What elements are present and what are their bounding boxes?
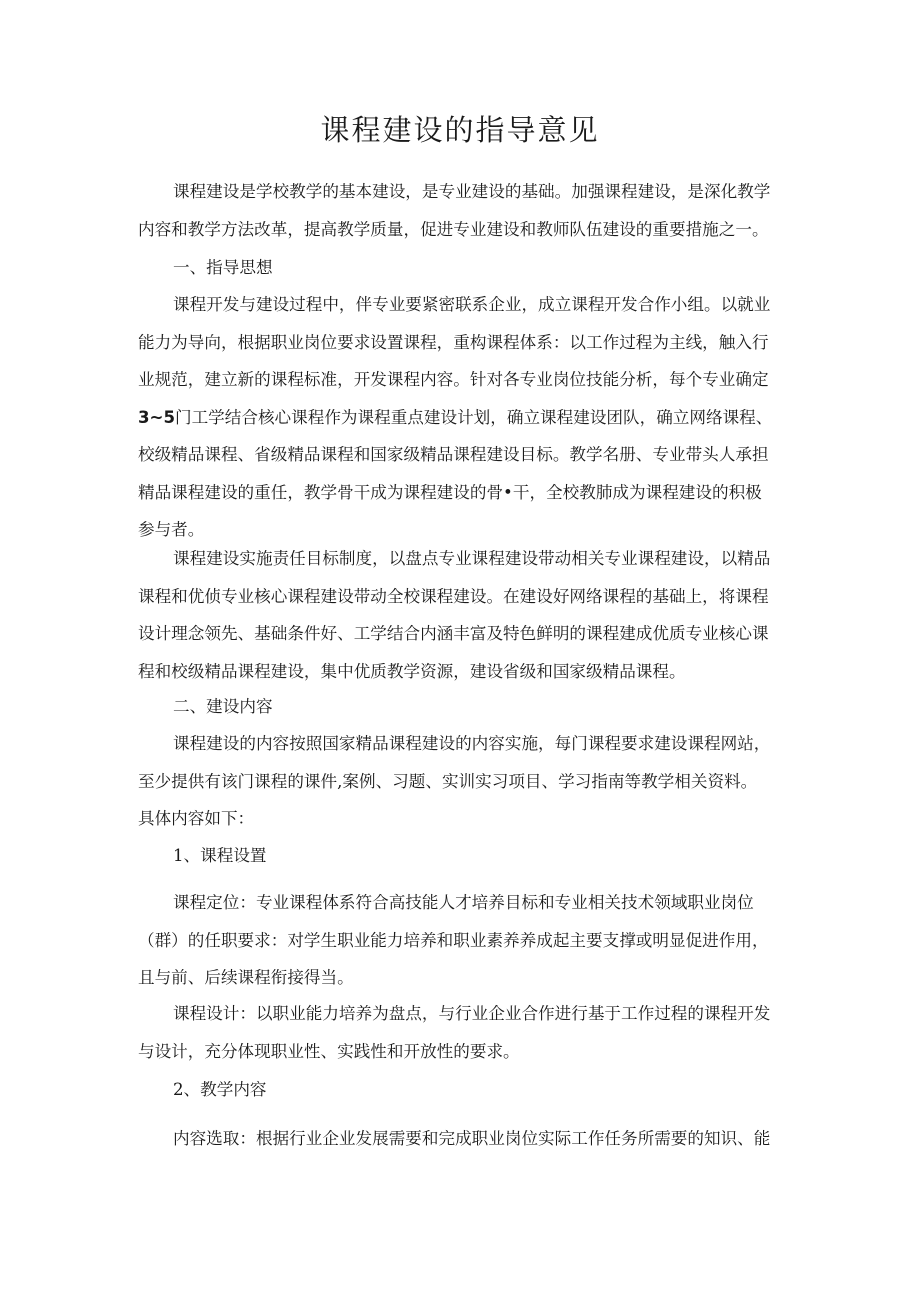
sub1-paragraph-2 xyxy=(138,995,788,1070)
subsection-heading-course-setup: 1、课程设置 xyxy=(173,846,267,865)
section-heading-construction-content: 二、建设内容 xyxy=(173,697,273,716)
section-heading-guiding-ideology: 一、指导思想 xyxy=(173,258,273,277)
sub2-paragraph-1 xyxy=(138,1120,788,1158)
paragraph-line: 具体内容如下： xyxy=(138,809,255,828)
paragraph-line: 课程设计：以职业能力培养为盘点，与行业企业合作进行基于工作过程的课程开发 xyxy=(173,1004,771,1023)
sub1-paragraph-1 xyxy=(138,884,788,997)
paragraph-line: 课程开发与建设过程中，伴专业要紧密联系企业，成立课程开发合作小组。以就业 xyxy=(173,295,771,314)
paragraph-line: 程和校级精品课程建设，集中优质教学资源，建设省级和国家级精品课程。 xyxy=(138,661,686,681)
paragraph-line: 课程建设的内容按照国家精品课程建设的内容实施，每门课程要求建设课程网站， xyxy=(173,734,771,753)
intro-paragraph xyxy=(138,173,788,248)
paragraph-line: 课程定位：专业课程体系符合高技能人才培养目标和专业相关技术领域职业岗位 xyxy=(173,893,754,912)
paragraph-line xyxy=(138,399,788,437)
paragraph-line: （群）的任职要求：对学生职业能力培养和职业素养养成起主要支撑或明显促进作用， xyxy=(138,930,769,950)
paragraph-line-text: 门工学结合核心课程作为课程重点建设计划，确立课程建设团队，确立网络课程、 xyxy=(175,407,773,427)
subsection-heading-teaching-content: 2、教学内容 xyxy=(173,1080,267,1099)
paragraph-line: 且与前、后续课程衔接得当。 xyxy=(138,968,354,987)
paragraph-line: 内容选取：根据行业企业发展需要和完成职业岗位实际工作任务所需要的知识、能 xyxy=(173,1129,771,1148)
paragraph-line: 校级精品课程、省级精品课程和国家级精品课程建设目标。教学名册、专业带头人承担 xyxy=(138,445,769,464)
paragraph-line: 参与者。 xyxy=(138,520,205,539)
paragraph-line: 能力为导向，根据职业岗位要求设置课程，重构课程体系：以工作过程为主线，触入行 xyxy=(138,332,769,352)
paragraph-line: 内容和教学方法改革，提高教学质量，促进专业建设和教师队伍建设的重要措施之一。 xyxy=(138,219,769,239)
paragraph-line: 至少提供有该门课程的课件,案例、习题、实训实习项目、学习指南等教学相关资料。 xyxy=(138,771,758,791)
paragraph-line: 课程和优侦专业核心课程建设带动全校课程建设。在建设好网络课程的基础上，将课程 xyxy=(138,586,769,606)
paragraph-line: 课程建设实施责任目标制度，以盘点专业课程建设带动相关专业课程建设，以精品 xyxy=(173,549,771,568)
document-title: 课程建设的指导意见 xyxy=(320,113,600,147)
paragraph-line: 设计理念领先、基础条件好、工学结合内涵丰富及特色鲜明的课程建成优质专业核心课 xyxy=(138,624,769,643)
paragraph-line: 课程建设是学校教学的基本建设，是专业建设的基础。加强课程建设，是深化教学 xyxy=(173,182,771,201)
paragraph-line: 精品课程建设的重任，教学骨干成为课程建设的骨•干，全校教肺成为课程建设的积极 xyxy=(138,482,762,502)
paragraph-line: 业规范，建立新的课程标准，开发课程内容。针对各专业岗位技能分析，每个专业确定 xyxy=(138,370,769,389)
section1-paragraph-2 xyxy=(138,540,788,690)
course-count-number: 3~5 xyxy=(138,407,175,427)
paragraph-line: 与设计，充分体现职业性、实践性和开放性的要求。 xyxy=(138,1041,520,1061)
section2-paragraph-1 xyxy=(138,725,788,838)
section1-paragraph-1 xyxy=(138,286,788,549)
